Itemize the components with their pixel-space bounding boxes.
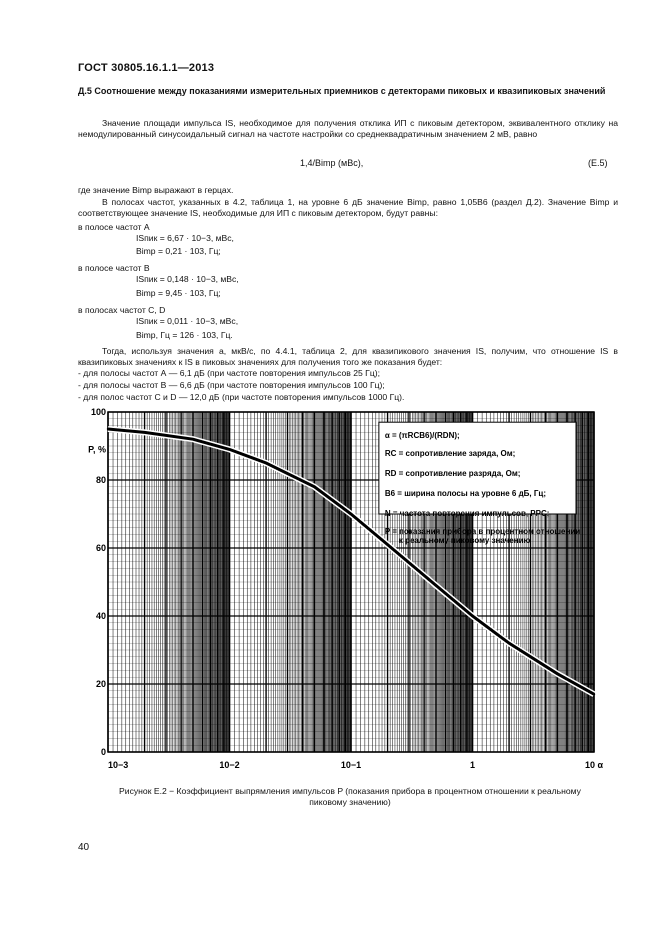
band-b-label: в полосе частот В xyxy=(78,263,150,273)
figure-caption: Рисунок Е.2 − Коэффициент выпрямления импульсов P (показания прибора в процентном отношении к реальному пиковому значению) xyxy=(119,786,581,807)
x-tick-label: 10−1 xyxy=(340,760,362,770)
paragraph-2: В полосах частот, указанных в 4.2, таблица 1, на уровне 6 дБ значение Bimp, равно 1,05B6 (раздел Д.2). Значение Bimp и соответствующее значение IS, необходимые для ИП с пиковым детектором, будут равны: xyxy=(78,197,618,219)
data-point xyxy=(386,543,388,545)
y-tick-label: 60 xyxy=(95,543,106,553)
legend-line: P = показания прибора в процентном отношении xyxy=(384,527,581,537)
y-tick-label: 40 xyxy=(95,611,106,621)
legend-line: N = частота повторения импульсов, PPC; xyxy=(384,509,550,519)
bullet-3: - для полос частот С и D — 12,0 дБ (при частоте повторения импульсов 1000 Гц). xyxy=(78,392,405,402)
formula: 1,4/Bimp (мВс), xyxy=(300,158,364,168)
legend-line: RC = сопротивление заряда, Ом; xyxy=(384,449,516,459)
paragraph-3: Тогда, используя значения а, мкВ/с, по 4.4.1, таблица 2, для квазипикового значения IS, получим, что отношение IS в квазипиковых значениях к IS в пиковых значениях для получения того же показания будет: xyxy=(78,346,618,368)
band-cd-label: в полосах частот С, D xyxy=(78,305,166,315)
band-b-is: ISпик = 0,148 · 10−3, мВс, xyxy=(136,274,239,284)
data-point xyxy=(265,462,267,464)
legend-line: RD = сопротивление разряда, Ом; xyxy=(384,469,521,479)
band-b-b: Bimp = 9,45 · 103, Гц; xyxy=(136,288,221,298)
data-point xyxy=(228,448,230,450)
bullet-1: - для полосы частот А — 6,1 дБ (при частоте повторения импульсов 25 Гц); xyxy=(78,368,381,378)
y-tick-label: 0 xyxy=(100,747,106,757)
data-point xyxy=(593,693,595,695)
page-number: 40 xyxy=(78,842,90,853)
band-cd-is: ISпик = 0,011 · 10−3, мВс, xyxy=(136,316,239,326)
x-tick-label: 10−2 xyxy=(219,760,240,770)
figure-chart xyxy=(88,407,616,785)
document-header: ГОСТ 30805.16.1.1—2013 xyxy=(78,62,215,74)
y-tick-label: 80 xyxy=(95,475,106,485)
x-tick-label: 10−3 xyxy=(108,760,129,770)
band-cd-b: Bimp, Гц = 126 · 103, Гц. xyxy=(136,330,233,340)
data-point xyxy=(192,438,194,440)
bullet-2: - для полосы частот В — 6,6 дБ (при частоте повторения импульсов 100 Гц); xyxy=(78,380,385,390)
chart-svg xyxy=(88,407,616,780)
paragraph-1: Значение площади импульса IS, необходимое для получения отклика ИП с пиковым детектором, эквивалентного отклику на немодулированный синусоидальный сигнал на частоте настройки со среднеквадратичным значением 2 мВ, равно xyxy=(78,118,618,140)
band-a-b: Bimp = 0,21 · 103, Гц; xyxy=(136,246,221,256)
band-a-is: ISпик = 6,67 · 10−3, мВс, xyxy=(136,233,234,243)
data-point xyxy=(350,513,352,515)
where-line: где значение Bimp выражают в герцах. xyxy=(78,185,234,195)
data-point xyxy=(556,673,558,675)
formula-number: (Е.5) xyxy=(588,158,608,168)
data-point xyxy=(471,615,473,617)
section-title: Д.5 Соотношение между показаниями измерительных приемников с детекторами пиковых и квазипиковых значений xyxy=(78,86,606,96)
y-tick-label: 100 xyxy=(90,407,106,417)
data-point xyxy=(107,428,109,430)
y-axis-label: P, % xyxy=(88,444,106,455)
data-point xyxy=(508,642,510,644)
legend-line: α = (πRCB6)/(RDN); xyxy=(384,431,460,441)
legend-line: к реальному пиковому значению xyxy=(398,536,531,546)
band-a-label: в полосе частот А xyxy=(78,222,150,232)
x-tick-label: 10 α xyxy=(584,760,604,770)
legend-line: B6 = ширина полосы на уровне 6 дБ, Гц; xyxy=(384,489,546,499)
data-point xyxy=(435,584,437,586)
x-tick-label: 1 xyxy=(469,760,476,770)
data-point xyxy=(143,431,145,433)
y-tick-label: 20 xyxy=(95,679,106,689)
data-point xyxy=(313,486,315,488)
